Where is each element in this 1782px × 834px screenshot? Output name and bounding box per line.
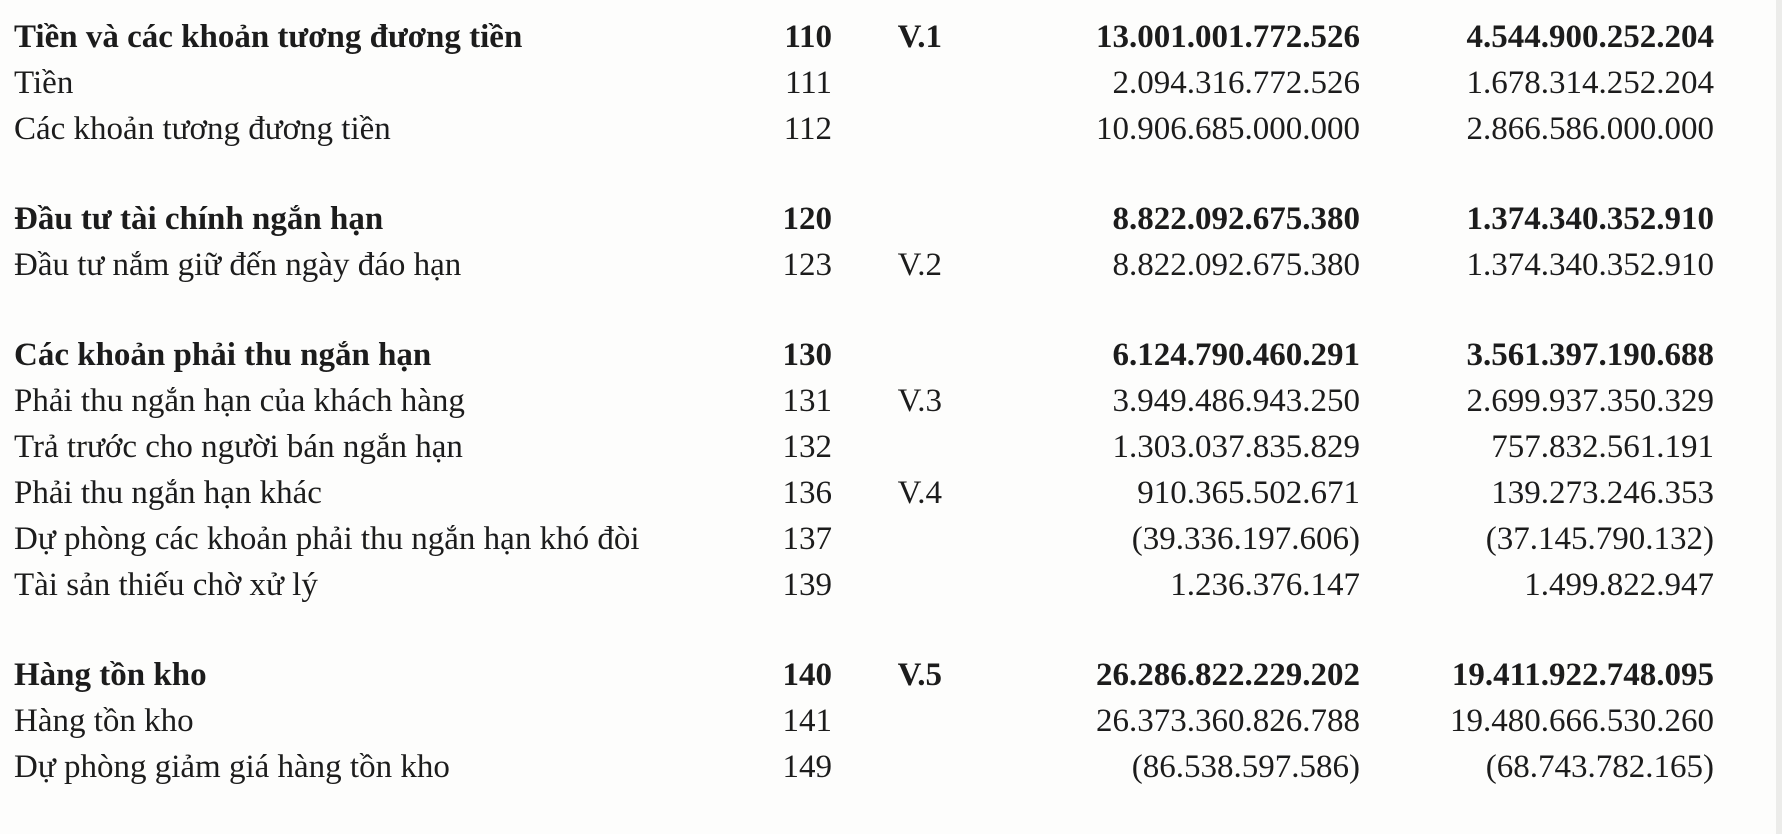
section-header-row [14,196,1714,242]
line-item-row [14,516,1714,562]
line-item-previous-amount: 19.411.922.748.095 [1451,657,1714,693]
line-item-note: V.5 [897,657,942,693]
line-item-current-amount: 2.094.316.772.526 [1112,65,1360,101]
line-item-row [14,698,1714,744]
line-item-name: Đầu tư tài chính ngắn hạn [14,201,384,237]
line-item-name: Trả trước cho người bán ngắn hạn [14,429,463,465]
section-spacer-cell [14,288,1714,332]
line-item-note [832,516,942,562]
line-item-current-amount: 13.001.001.772.526 [1096,19,1360,55]
line-item-name: Phải thu ngắn hạn của khách hàng [14,383,465,419]
line-item-previous-amount: 2.866.586.000.000 [1466,111,1714,147]
section-header-row [14,332,1714,378]
line-item-previous-amount: 1.678.314.252.204 [1466,65,1714,101]
line-item-previous-amount: 1.374.340.352.910 [1466,201,1714,237]
line-item-current-amount: 26.286.822.229.202 [1096,657,1360,693]
line-item-name: Dự phòng các khoản phải thu ngắn hạn khó đòi [14,521,640,557]
line-item-note [832,196,942,242]
line-item-previous-amount: 4.544.900.252.204 [1466,19,1714,55]
line-item-code: 112 [783,111,832,147]
line-item-current-amount: (86.538.597.586) [1131,749,1360,785]
line-item-row [14,60,1714,106]
line-item-current-amount: 1.303.037.835.829 [1112,429,1360,465]
line-item-previous-amount: 2.699.937.350.329 [1466,383,1714,419]
line-item-name: Hàng tồn kho [14,703,194,739]
line-item-name: Tài sản thiếu chờ xử lý [14,567,318,603]
line-item-note [832,744,942,790]
line-item-code: 120 [782,201,832,237]
line-item-note [832,698,942,744]
line-item-name: Hàng tồn kho [14,657,207,693]
line-item-note: V.4 [897,475,942,511]
line-item-code: 130 [782,337,832,373]
line-item-code: 140 [782,657,832,693]
section-spacer [14,608,1714,652]
line-item-previous-amount: 139.273.246.353 [1491,475,1714,511]
section-spacer-cell [14,152,1714,196]
line-item-name: Tiền [14,65,74,101]
line-item-note [832,60,942,106]
line-item-row [14,562,1714,608]
section-header-row [14,14,1714,60]
line-item-previous-amount: 1.499.822.947 [1524,567,1714,603]
line-item-current-amount: 10.906.685.000.000 [1096,111,1360,147]
line-item-code: 111 [784,65,832,101]
line-item-name: Đầu tư nắm giữ đến ngày đáo hạn [14,247,462,283]
line-item-current-amount: (39.336.197.606) [1131,521,1360,557]
line-item-current-amount: 1.236.376.147 [1170,567,1360,603]
section-spacer-cell [14,608,1714,652]
line-item-code: 139 [782,567,832,603]
line-item-code: 110 [784,19,832,55]
line-item-current-amount: 910.365.502.671 [1137,475,1360,511]
line-item-current-amount: 26.373.360.826.788 [1096,703,1360,739]
line-item-previous-amount: 1.374.340.352.910 [1466,247,1714,283]
line-item-note [832,106,942,152]
line-item-name: Phải thu ngắn hạn khác [14,475,322,511]
line-item-current-amount: 6.124.790.460.291 [1112,337,1360,373]
line-item-code: 141 [782,703,832,739]
line-item-row [14,744,1714,790]
line-item-row [14,470,1714,516]
line-item-note [832,332,942,378]
line-item-row [14,106,1714,152]
line-item-code: 136 [782,475,832,511]
line-item-code: 149 [782,749,832,785]
balance-sheet-body [14,14,1714,790]
line-item-code: 123 [782,247,832,283]
line-item-previous-amount: 757.832.561.191 [1491,429,1714,465]
section-header-row [14,652,1714,698]
line-item-previous-amount: 19.480.666.530.260 [1450,703,1714,739]
line-item-note: V.3 [897,383,942,419]
line-item-previous-amount: (68.743.782.165) [1485,749,1714,785]
line-item-row [14,242,1714,288]
line-item-name: Các khoản phải thu ngắn hạn [14,337,432,373]
line-item-note: V.1 [897,19,942,55]
balance-sheet-table [14,14,1714,790]
line-item-previous-amount: 3.561.397.190.688 [1466,337,1714,373]
section-spacer [14,152,1714,196]
line-item-note: V.2 [897,247,942,283]
line-item-note [832,424,942,470]
line-item-name: Dự phòng giảm giá hàng tồn kho [14,749,450,785]
line-item-code: 137 [782,521,832,557]
line-item-name: Các khoản tương đương tiền [14,111,391,147]
page-edge-shadow [1776,0,1782,834]
section-spacer [14,288,1714,332]
line-item-row [14,424,1714,470]
line-item-current-amount: 8.822.092.675.380 [1112,247,1360,283]
line-item-previous-amount: (37.145.790.132) [1485,521,1714,557]
line-item-current-amount: 3.949.486.943.250 [1112,383,1360,419]
line-item-note [832,562,942,608]
line-item-row [14,378,1714,424]
line-item-current-amount: 8.822.092.675.380 [1112,201,1360,237]
line-item-name: Tiền và các khoản tương đương tiền [14,19,523,55]
line-item-code: 132 [782,429,832,465]
line-item-code: 131 [782,383,832,419]
